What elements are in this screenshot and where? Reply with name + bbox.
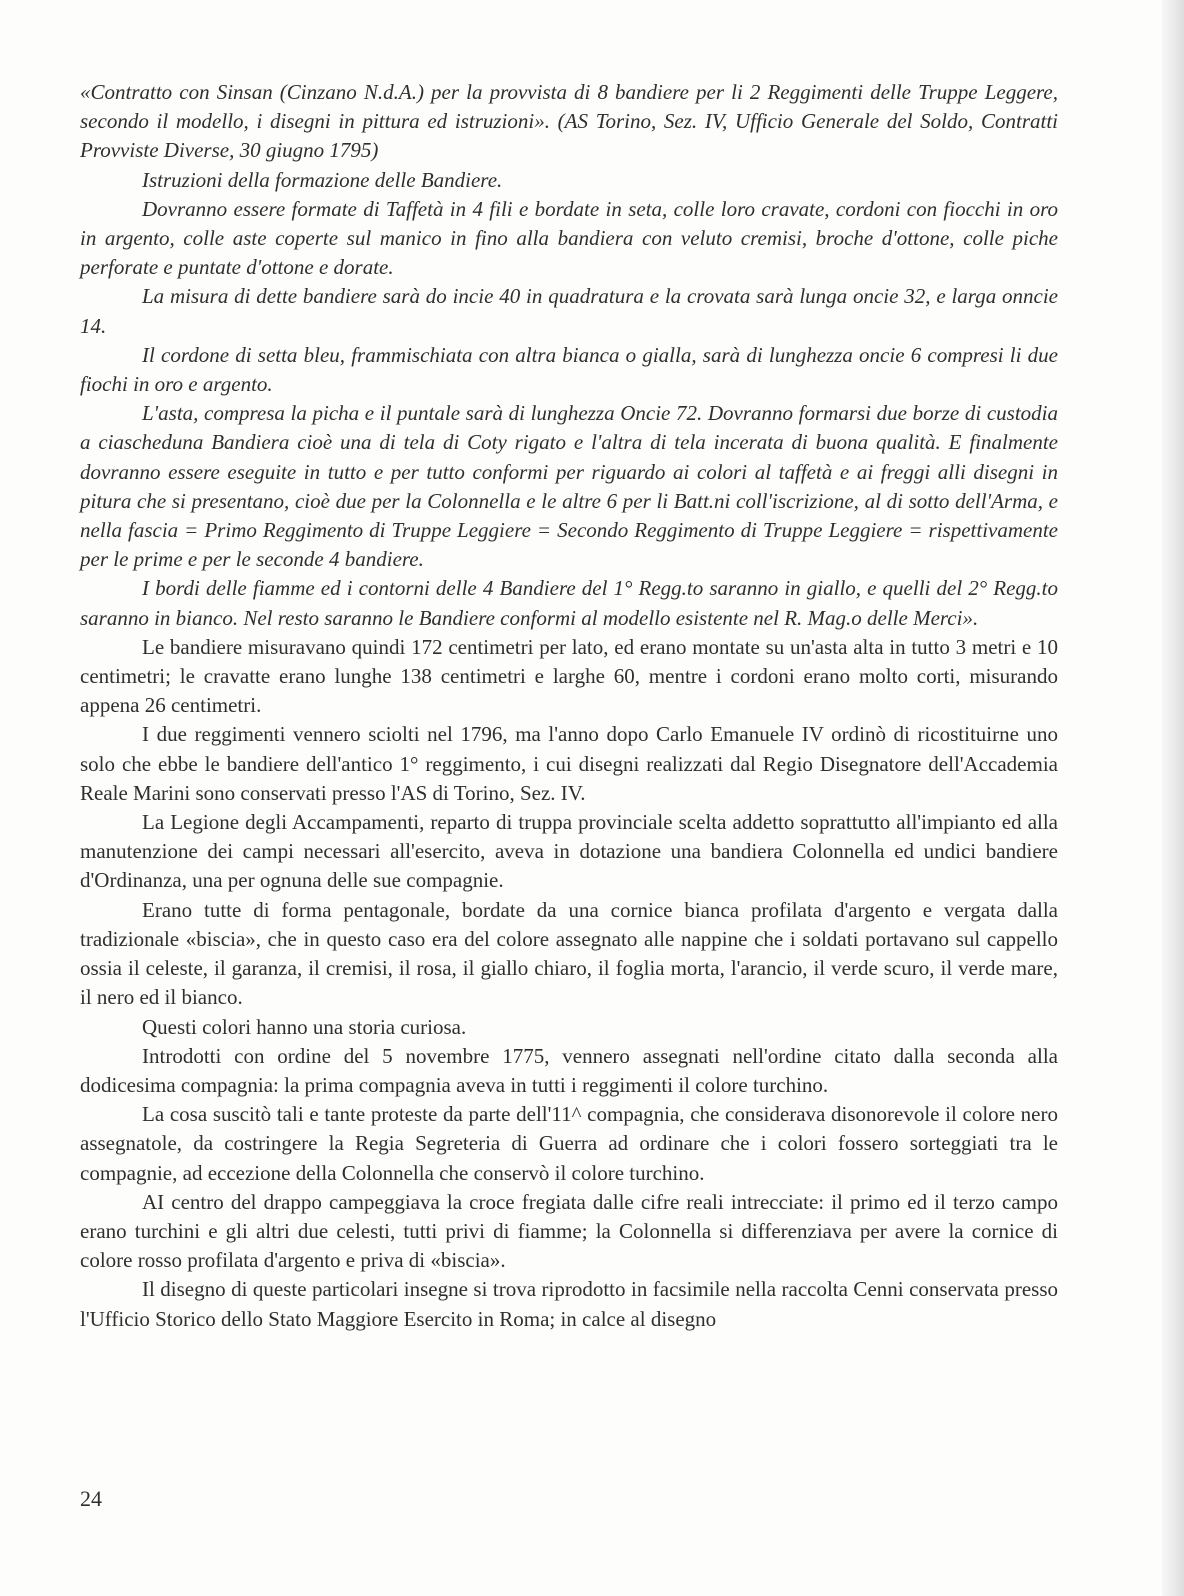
quoted-paragraph: La misura di dette bandiere sarà do incie 40 in quadratura e la crovata sarà lunga oncie 32, e larga onncie 14. xyxy=(80,284,1058,338)
quoted-paragraph: L'asta, compresa la picha e il puntale sarà di lunghezza Oncie 72. Dovranno formarsi due borze di custodia a ciascheduna Bandiera cioè una di tela di Coty rigato e l'altra di tela incerata di buona qualità. E finalmente dovranno essere eseguite in tutto e per tutto conformi per riguardo ai colori al taffetà e ai freggi alli disegni in pitura che si presentano, cioè due per la Colonnella e le altre 6 per li Batt.ni coll'iscrizione, al di sotto dell'Arma, e nella fascia = Primo Reggimento di Truppe Leggiere = Secondo Reggimento di Truppe Leggiere = rispettivamente per le prime e per le seconde 4 bandiere. xyxy=(80,401,1058,572)
body-paragraph: Erano tutte di forma pentagonale, bordate da una cornice bianca profilata d'argento e vergata dalla tradizionale «biscia», che in questo caso era del colore assegnato alle nappine che i soldati portavano sul cappello ossia il celeste, il garanza, il cremisi, il rosa, il giallo chiaro, il foglia morta, l'arancio, il verde scuro, il verde mare, il nero ed il bianco. xyxy=(80,897,1058,1010)
body-paragraph: Le bandiere misuravano quindi 172 centimetri per lato, ed erano montate su un'asta alta in tutto 3 metri e 10 centimetri; le cravatte erano lunghe 138 centimetri e larghe 60, mentre i cordoni erano molto corti, misurando appena 26 centimetri. xyxy=(80,634,1058,718)
quoted-paragraph: I bordi delle fiamme ed i contorni delle 4 Bandiere del 1° Regg.to saranno in giallo, e quelli del 2° Regg.to saranno in bianco. Nel resto saranno le Bandiere conformi al modello esistente nel R. Mag.o delle Merci». xyxy=(80,576,1058,630)
quoted-instructions-title: Istruzioni della formazione delle Bandiere. xyxy=(142,167,503,192)
page-number: 24 xyxy=(80,1486,102,1511)
body-paragraph: La cosa suscitò tali e tante proteste da parte dell'11^ compagnia, che considerava disonorevole il colore nero assegnatole, da costringere la Regia Segreteria di Guerra ad ordinare che i colori fossero sorteggiati tra le compagnie, ad eccezione della Colonnella che conservò il colore turchino. xyxy=(80,1102,1058,1185)
quoted-paragraph: Il cordone di setta bleu, frammischiata con altra bianca o gialla, sarà di lunghezza oncie 6 compresi li due fiochi in oro e argento. xyxy=(80,342,1058,397)
body-paragraph: La Legione degli Accampamenti, reparto di truppa provinciale scelta addetto soprattutto all'impianto ed alla manutenzione dei campi necessari all'esercito, aveva in dotazione una bandiera Colonnella ed undici bandiere d'Ordinanza, una per ognuna delle sue compagnie. xyxy=(80,810,1058,893)
body-paragraph: AI centro del drappo campeggiava la croce fregiata dalle cifre reali intrecciate: il primo ed il terzo campo erano turchini e gli altri due celesti, tutti privi di fiamme; la Colonnella si differenziava per avere la cornice di colore rosso profilata d'argento e priva di «biscia». xyxy=(80,1189,1058,1273)
page-gutter-shadow xyxy=(1162,0,1184,1596)
quoted-contract-heading: «Contratto con Sinsan (Cinzano N.d.A.) per la provvista di 8 bandiere per li 2 Reggimenti delle Truppe Leggere, secondo il modello, i disegni in pittura ed istruzioni». (AS Torino, Sez. IV, Ufficio Generale del Soldo, Contratti Provviste Diverse, 30 giugno 1795) xyxy=(80,80,1058,163)
quoted-paragraph: Dovranno essere formate di Taffetà in 4 fili e bordate in seta, colle loro cravate, cordoni con fiocchi in oro in argento, colle aste coperte sul manico in fino alla bandiera con veluto cremisi, broche d'ottone, colle piche perforate e puntate d'ottone e dorate. xyxy=(80,196,1058,280)
text-column xyxy=(80,78,1058,1334)
body-paragraph: Questi colori hanno una storia curiosa. xyxy=(142,1014,467,1039)
body-paragraph: Introdotti con ordine del 5 novembre 1775, vennero assegnati nell'ordine citato dalla seconda alla dodicesima compagnia: la prima compagnia aveva in tutti i reggimenti il colore turchino. xyxy=(80,1043,1058,1097)
body-paragraph: Il disegno di queste particolari insegne si trova riprodotto in facsimile nella raccolta Cenni conservata presso l'Ufficio Storico dello Stato Maggiore Esercito in Roma; in calce al disegno xyxy=(80,1277,1058,1331)
body-paragraph: I due reggimenti vennero sciolti nel 1796, ma l'anno dopo Carlo Emanuele IV ordinò di ricostituirne uno solo che ebbe le bandiere dell'antico 1° reggimento, i cui disegni realizzati dal Regio Disegnatore dell'Accademia Reale Marini sono conservati presso l'AS di Torino, Sez. IV. xyxy=(80,722,1058,805)
